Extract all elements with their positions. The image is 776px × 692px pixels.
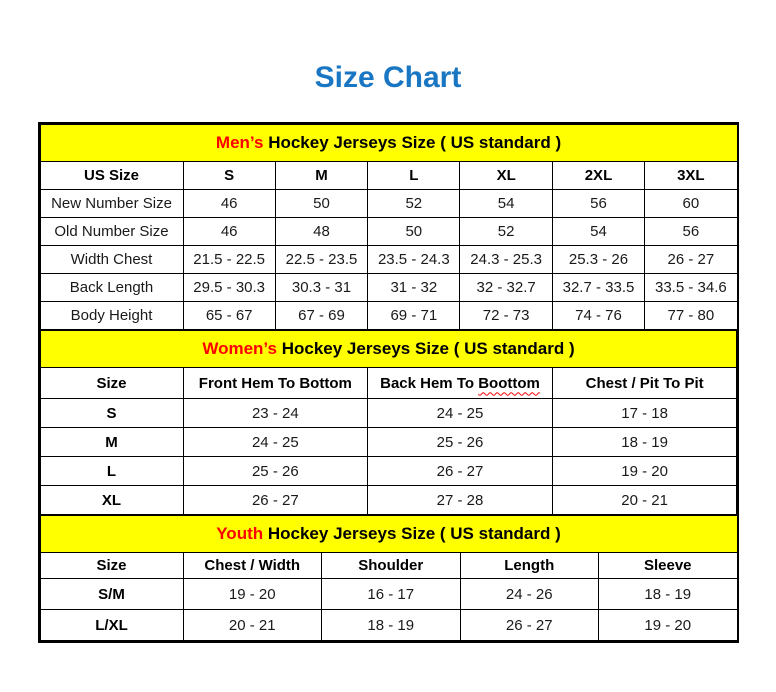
youth-title-highlight: Youth <box>216 524 264 543</box>
womens-value-cell: 20 - 21 <box>552 486 737 515</box>
mens-section-title <box>40 125 737 162</box>
youth-row-0 <box>40 579 737 610</box>
youth-column-header-1: Chest / Width <box>183 553 322 579</box>
youth-column-header-0: Size <box>40 553 183 579</box>
mens-value-cell: 74 - 76 <box>552 302 644 330</box>
mens-value-cell: 26 - 27 <box>645 246 737 274</box>
mens-value-cell: 22.5 - 23.5 <box>275 246 367 274</box>
womens-band-row <box>40 331 737 368</box>
mens-value-cell: 77 - 80 <box>645 302 737 330</box>
womens-column-header-0: Size <box>40 368 183 399</box>
womens-row-0 <box>40 399 737 428</box>
mens-header-row <box>40 162 737 190</box>
mens-title-rest: Hockey Jerseys Size ( US standard ) <box>263 133 562 152</box>
mens-value-cell: 21.5 - 22.5 <box>183 246 275 274</box>
youth-row-label: S/M <box>40 579 183 610</box>
mens-value-cell: 52 <box>368 190 460 218</box>
mens-title-highlight: Men’s <box>215 133 264 152</box>
mens-value-cell: 32.7 - 33.5 <box>552 274 644 302</box>
mens-value-cell: 48 <box>275 218 367 246</box>
mens-value-cell: 54 <box>552 218 644 246</box>
mens-value-cell: 56 <box>552 190 644 218</box>
mens-value-cell: 56 <box>645 218 737 246</box>
womens-value-cell: 27 - 28 <box>368 486 553 515</box>
youth-value-cell: 24 - 26 <box>460 579 599 610</box>
mens-row-label: New Number Size <box>40 190 183 218</box>
womens-row-2 <box>40 457 737 486</box>
mens-row-label: Width Chest <box>40 246 183 274</box>
mens-value-cell: 50 <box>275 190 367 218</box>
mens-column-header-3: L <box>368 162 460 190</box>
womens-row-label: L <box>40 457 183 486</box>
womens-value-cell: 26 - 27 <box>368 457 553 486</box>
header-text: Back Hem To <box>380 374 479 392</box>
mens-value-cell: 29.5 - 30.3 <box>183 274 275 302</box>
youth-column-header-3: Length <box>460 553 599 579</box>
misspelled-word: Boottom <box>478 374 540 392</box>
womens-value-cell: 24 - 25 <box>368 399 553 428</box>
womens-title-rest: Hockey Jerseys Size ( US standard ) <box>276 339 575 358</box>
youth-column-header-2: Shoulder <box>322 553 461 579</box>
mens-value-cell: 24.3 - 25.3 <box>460 246 552 274</box>
mens-column-header-2: M <box>275 162 367 190</box>
youth-value-cell: 26 - 27 <box>460 610 599 641</box>
mens-value-cell: 50 <box>368 218 460 246</box>
mens-value-cell: 60 <box>645 190 737 218</box>
womens-value-cell: 19 - 20 <box>552 457 737 486</box>
page-title: Size Chart <box>314 61 462 94</box>
mens-band-row <box>40 125 737 162</box>
womens-section-title <box>40 331 737 368</box>
womens-value-cell: 23 - 24 <box>183 399 368 428</box>
womens-size-table <box>40 330 738 515</box>
youth-row-label: L/XL <box>40 610 183 641</box>
mens-value-cell: 30.3 - 31 <box>275 274 367 302</box>
mens-column-header-1: S <box>183 162 275 190</box>
mens-column-header-6: 3XL <box>645 162 737 190</box>
mens-column-header-5: 2XL <box>552 162 644 190</box>
mens-row-label: Back Length <box>40 274 183 302</box>
mens-row-1 <box>40 218 737 246</box>
womens-value-cell: 25 - 26 <box>368 428 553 457</box>
mens-value-cell: 54 <box>460 190 552 218</box>
womens-row-3 <box>40 486 737 515</box>
mens-row-3 <box>40 274 737 302</box>
womens-title-highlight: Women’s <box>202 339 277 358</box>
mens-value-cell: 31 - 32 <box>368 274 460 302</box>
mens-value-cell: 32 - 32.7 <box>460 274 552 302</box>
mens-value-cell: 46 <box>183 218 275 246</box>
youth-value-cell: 20 - 21 <box>183 610 322 641</box>
womens-value-cell: 25 - 26 <box>183 457 368 486</box>
mens-value-cell: 52 <box>460 218 552 246</box>
womens-column-header-3: Chest / Pit To Pit <box>552 368 737 399</box>
youth-value-cell: 18 - 19 <box>599 579 738 610</box>
womens-value-cell: 17 - 18 <box>552 399 737 428</box>
youth-size-table <box>40 515 738 641</box>
womens-value-cell: 18 - 19 <box>552 428 737 457</box>
youth-value-cell: 19 - 20 <box>599 610 738 641</box>
mens-row-label: Body Height <box>40 302 183 330</box>
youth-column-header-4: Sleeve <box>599 553 738 579</box>
womens-row-label: S <box>40 399 183 428</box>
youth-section-title <box>40 516 737 553</box>
womens-row-1 <box>40 428 737 457</box>
mens-value-cell: 25.3 - 26 <box>552 246 644 274</box>
mens-size-table <box>40 124 738 330</box>
womens-value-cell: 24 - 25 <box>183 428 368 457</box>
mens-value-cell: 72 - 73 <box>460 302 552 330</box>
mens-value-cell: 23.5 - 24.3 <box>368 246 460 274</box>
youth-header-row <box>40 553 737 579</box>
youth-value-cell: 18 - 19 <box>322 610 461 641</box>
womens-header-row <box>40 368 737 399</box>
mens-value-cell: 33.5 - 34.6 <box>645 274 737 302</box>
youth-row-1 <box>40 610 737 641</box>
mens-value-cell: 46 <box>183 190 275 218</box>
mens-row-4 <box>40 302 737 330</box>
mens-value-cell: 69 - 71 <box>368 302 460 330</box>
mens-value-cell: 67 - 69 <box>275 302 367 330</box>
youth-value-cell: 19 - 20 <box>183 579 322 610</box>
mens-row-2 <box>40 246 737 274</box>
womens-value-cell: 26 - 27 <box>183 486 368 515</box>
mens-value-cell: 65 - 67 <box>183 302 275 330</box>
womens-column-header-1: Front Hem To Bottom <box>183 368 368 399</box>
mens-row-label: Old Number Size <box>40 218 183 246</box>
size-tables-container <box>38 122 739 643</box>
womens-row-label: M <box>40 428 183 457</box>
mens-column-header-4: XL <box>460 162 552 190</box>
youth-title-rest: Hockey Jerseys Size ( US standard ) <box>263 524 561 543</box>
youth-value-cell: 16 - 17 <box>322 579 461 610</box>
womens-column-header-2 <box>368 368 553 399</box>
mens-column-header-0: US Size <box>40 162 183 190</box>
youth-band-row <box>40 516 737 553</box>
womens-row-label: XL <box>40 486 183 515</box>
mens-row-0 <box>40 190 737 218</box>
